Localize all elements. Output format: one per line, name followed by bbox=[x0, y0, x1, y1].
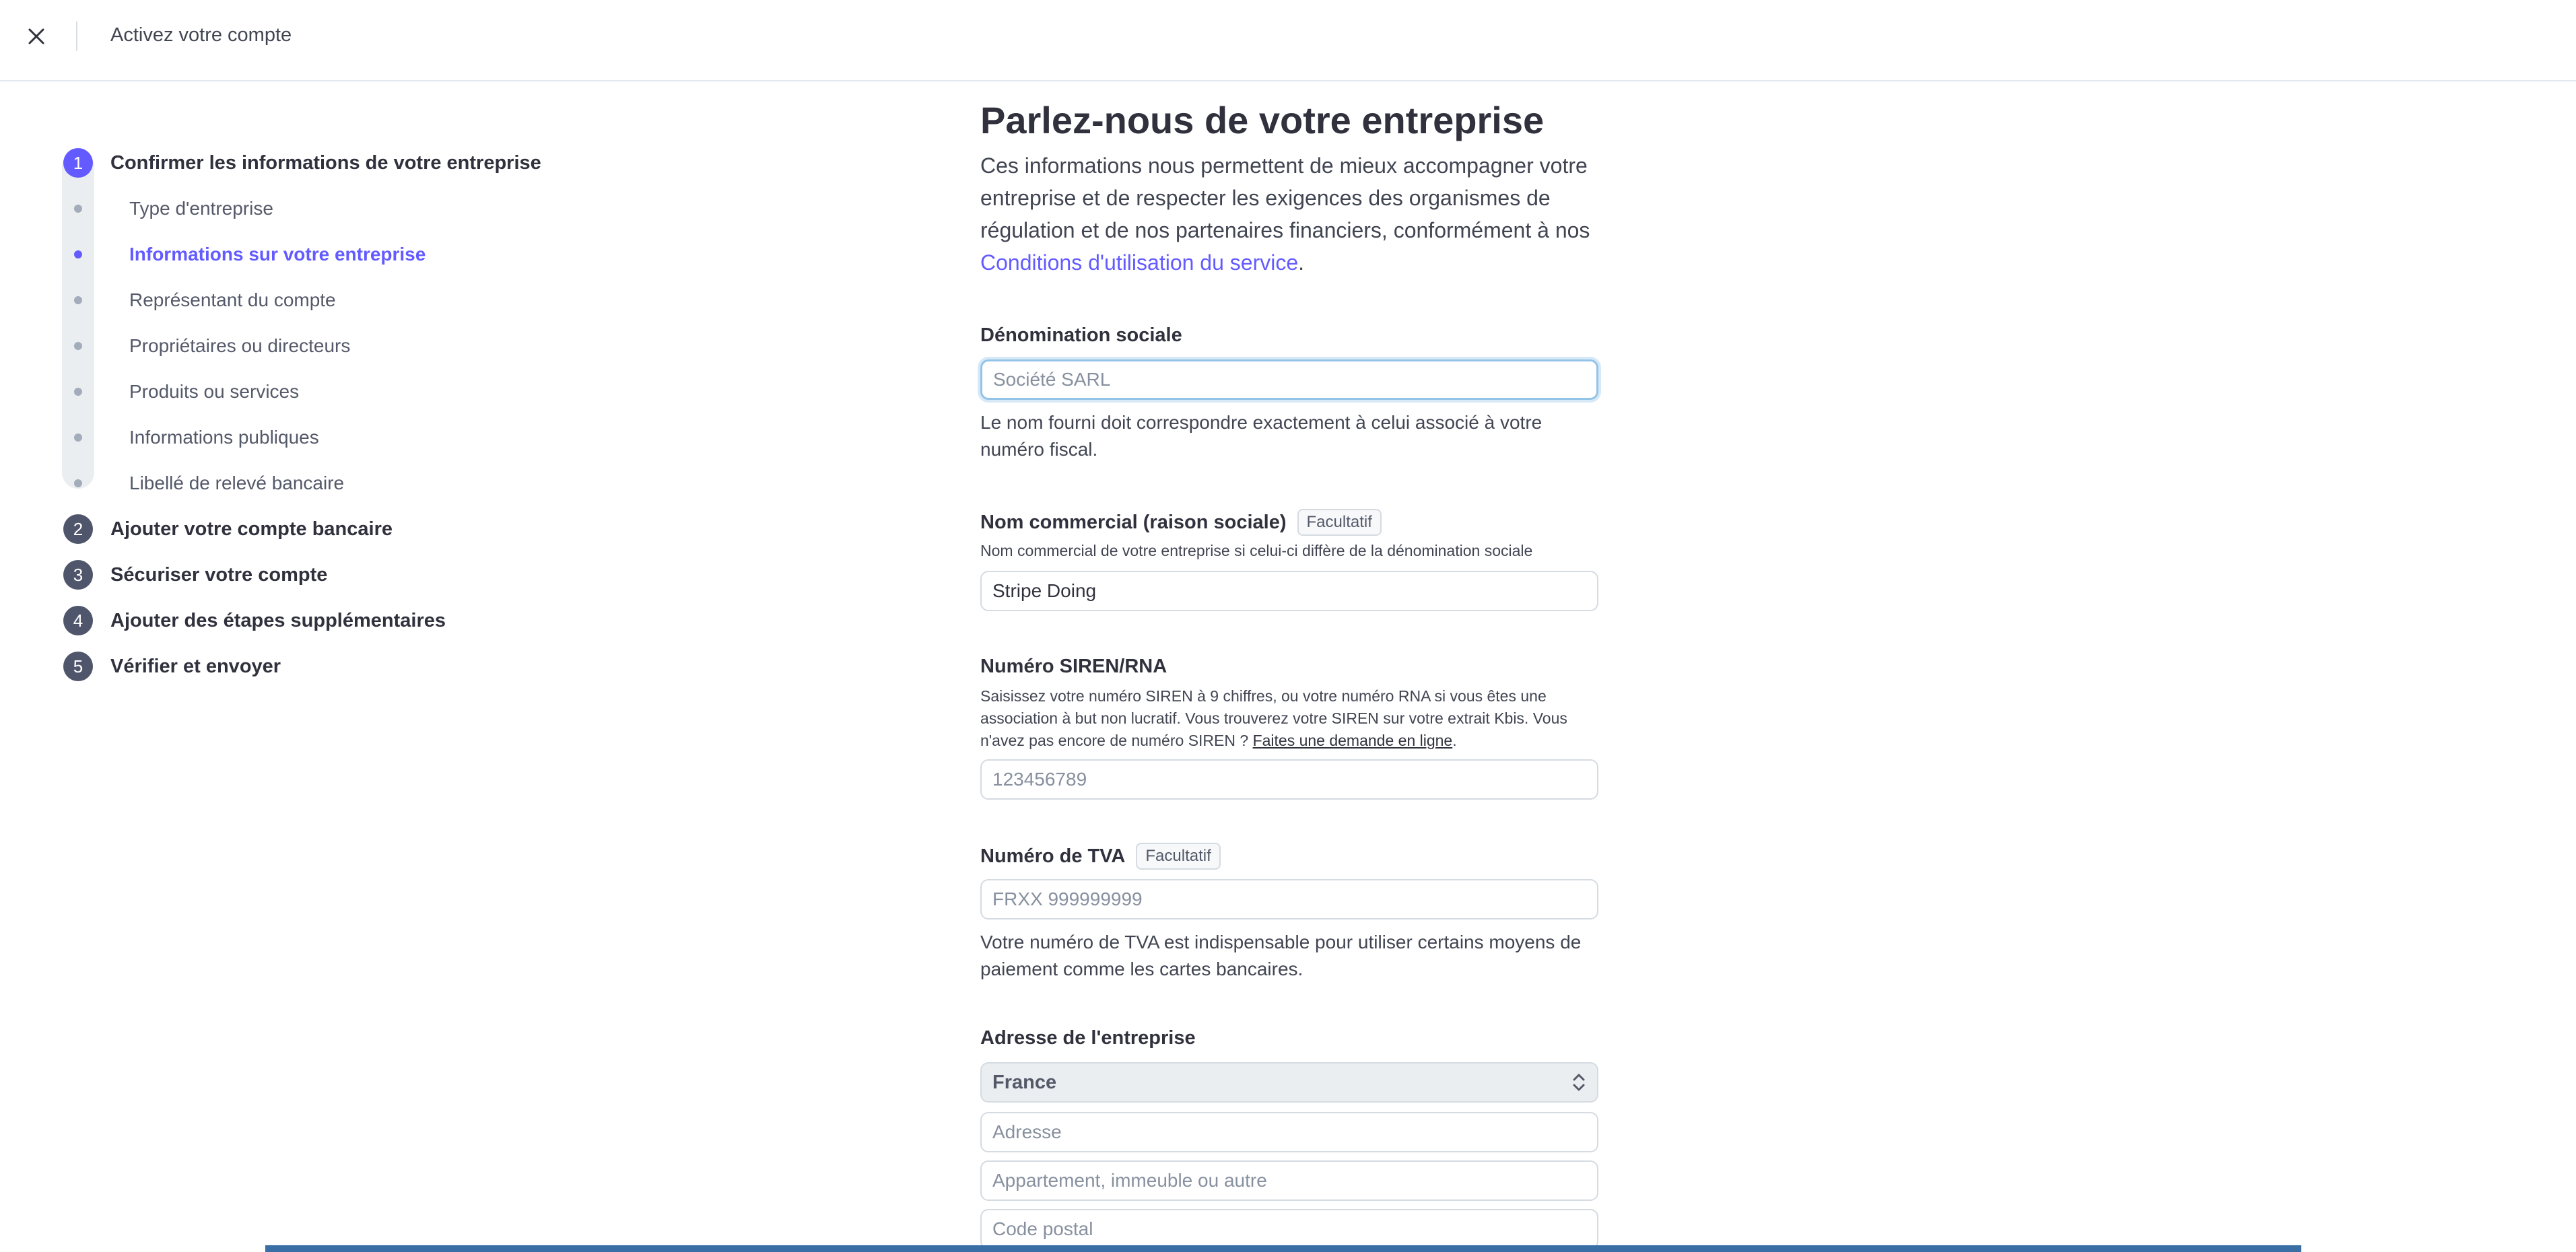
page-title: Parlez-nous de votre entreprise bbox=[980, 99, 1545, 141]
substep-label: Informations publiques bbox=[129, 427, 319, 448]
substep-dot bbox=[74, 296, 82, 304]
address-label-text: Adresse de l'entreprise bbox=[980, 1027, 1196, 1049]
trade-name-input[interactable] bbox=[980, 571, 1598, 611]
substep-dot bbox=[74, 342, 82, 350]
address-line2-input[interactable] bbox=[980, 1160, 1598, 1201]
step-bank-account[interactable] bbox=[63, 514, 393, 544]
step-label: Vérifier et envoyer bbox=[110, 655, 281, 677]
step-confirm-business[interactable] bbox=[63, 148, 541, 178]
trade-name-label bbox=[980, 509, 1382, 536]
substep-dot bbox=[74, 479, 82, 487]
siren-input[interactable] bbox=[980, 759, 1598, 800]
step-number-2: 2 bbox=[63, 514, 93, 544]
siren-help-end: . bbox=[1452, 732, 1457, 749]
substep-dot-active bbox=[74, 250, 82, 258]
step-label: Confirmer les informations de votre entreprise bbox=[110, 151, 541, 174]
substep-owners-directors[interactable] bbox=[71, 333, 350, 359]
step-label: Ajouter votre compte bancaire bbox=[110, 518, 393, 540]
onboarding-sidebar bbox=[0, 0, 673, 1252]
siren-label-text: Numéro SIREN/RNA bbox=[980, 656, 1167, 677]
legal-name-label-text: Dénomination sociale bbox=[980, 324, 1182, 346]
siren-help-text: Saisissez votre numéro SIREN à 9 chiffres, ou votre numéro RNA si vous êtes une association à but non lucratif. Vous trouverez votre SIREN sur votre extrait Kbis. Vous n'avez pas encore de numéro SIREN ? bbox=[980, 687, 1567, 749]
substep-business-info[interactable] bbox=[71, 241, 426, 268]
substep-label: Libellé de relevé bancaire bbox=[129, 473, 345, 493]
substep-account-representative[interactable] bbox=[71, 287, 336, 314]
trade-name-label-text: Nom commercial (raison sociale) bbox=[980, 511, 1287, 533]
siren-label bbox=[980, 656, 1167, 678]
header-title: Activez votre compte bbox=[110, 24, 292, 46]
address-label bbox=[980, 1027, 1196, 1049]
substep-label: Propriétaires ou directeurs bbox=[129, 335, 351, 356]
substep-products-services[interactable] bbox=[71, 378, 299, 405]
step-number-1: 1 bbox=[63, 148, 93, 178]
substep-label: Type d'entreprise bbox=[129, 198, 273, 219]
bottom-scroll-bar bbox=[265, 1245, 2301, 1252]
step-label: Ajouter des étapes supplémentaires bbox=[110, 609, 446, 631]
legal-name-input[interactable] bbox=[980, 359, 1598, 400]
vat-label-text: Numéro de TVA bbox=[980, 845, 1126, 867]
legal-name-help: Le nom fourni doit correspondre exactement à celui associé à votre numéro fiscal. bbox=[980, 412, 1543, 460]
substep-dot bbox=[74, 388, 82, 396]
substep-dot bbox=[74, 433, 82, 442]
siren-apply-link[interactable]: Faites une demande en ligne bbox=[1252, 732, 1453, 749]
step-label: Sécuriser votre compte bbox=[110, 563, 328, 586]
country-select[interactable] bbox=[980, 1062, 1598, 1103]
address-line1-input[interactable] bbox=[980, 1112, 1598, 1152]
intro-end: . bbox=[1298, 250, 1305, 275]
substep-label: Produits ou services bbox=[129, 381, 300, 402]
optional-badge: Facultatif bbox=[1136, 843, 1220, 870]
vat-label bbox=[980, 843, 1221, 870]
intro-text bbox=[980, 149, 1600, 279]
substep-label-active: Informations sur votre entreprise bbox=[129, 244, 426, 265]
step-review-submit[interactable] bbox=[63, 652, 281, 681]
vat-help: Votre numéro de TVA est indispensable pour utiliser certains moyens de paiement comme les cartes bancaires. bbox=[980, 932, 1582, 979]
step-secure-account[interactable] bbox=[63, 560, 327, 590]
intro-body: Ces informations nous permettent de mieux accompagner votre entreprise et de respecter les exigences des organismes de régulation et de nos partenaires financiers, conformément à nos bbox=[980, 153, 1590, 242]
optional-badge: Facultatif bbox=[1297, 509, 1382, 536]
legal-name-label bbox=[980, 324, 1182, 347]
postal-code-input[interactable] bbox=[980, 1209, 1598, 1249]
substep-public-info[interactable] bbox=[71, 424, 319, 451]
step-number-3: 3 bbox=[63, 560, 93, 590]
substep-dot bbox=[74, 205, 82, 213]
terms-link[interactable]: Conditions d'utilisation du service bbox=[980, 250, 1299, 275]
chevron-up-down-icon bbox=[1571, 1072, 1586, 1092]
vat-input[interactable] bbox=[980, 879, 1598, 919]
step-additional-steps[interactable] bbox=[63, 606, 446, 635]
substep-statement-descriptor[interactable] bbox=[71, 470, 344, 497]
substep-business-type[interactable] bbox=[71, 195, 273, 222]
trade-name-help: Nom commercial de votre entreprise si celui-ci diffère de la dénomination sociale bbox=[980, 542, 1533, 559]
siren-help bbox=[980, 685, 1600, 752]
substep-label: Représentant du compte bbox=[129, 289, 336, 310]
step-number-4: 4 bbox=[63, 606, 93, 635]
country-select-value: France bbox=[992, 1071, 1057, 1093]
step-number-5: 5 bbox=[63, 652, 93, 681]
